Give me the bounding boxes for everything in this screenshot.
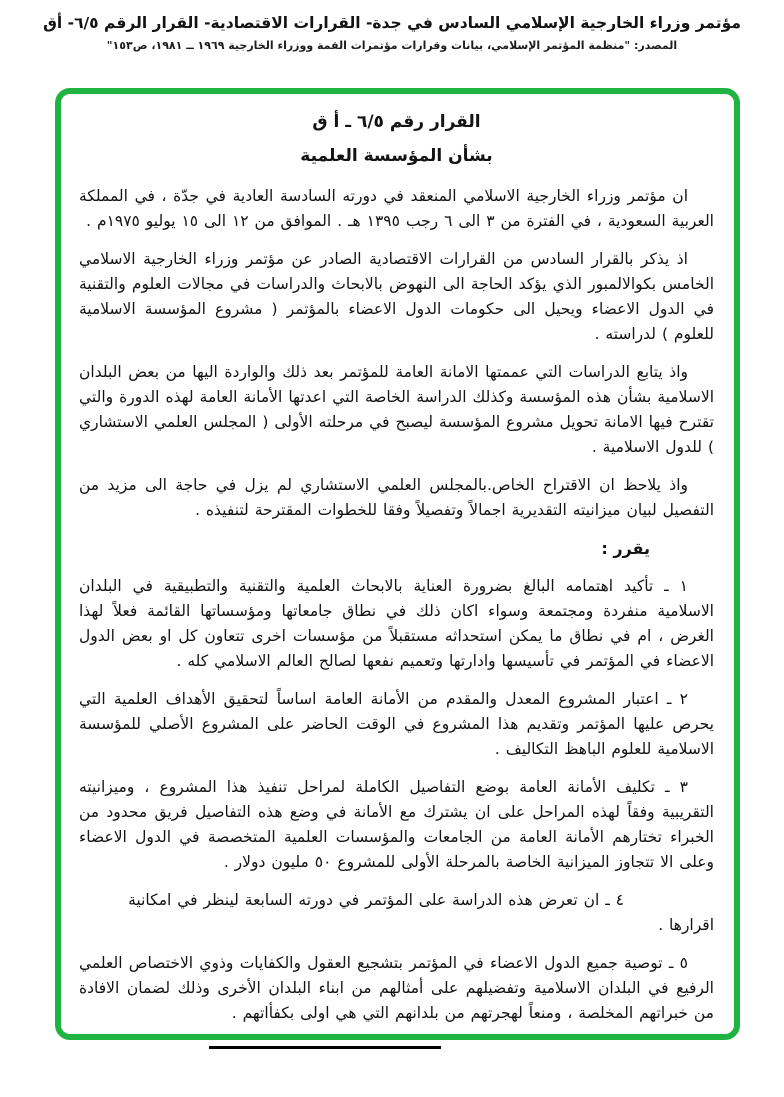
preamble-paragraph: واذ يتابع الدراسات التي عممتها الامانة العامة للمؤتمر بعد ذلك والواردة اليها من بعض البلدان الاسلامية بشأن هذه المؤسسة وكذلك الدراسة الخاصة التي اعدتها الأمانة العامة لهذه الدورة والتي تقترح فيها الامانة تحويل مشروع المؤسسة ليصبح في مرحلته الأولى ( المجلس العلمي الاستشاري ) للدول الاسلامية . xyxy=(79,363,714,456)
document-content xyxy=(61,94,734,1049)
preamble-paragraph: واذ يلاحظ ان الاقتراح الخاص.بالمجلس العلمي الاستشاري لم يزل في حاجة الى مزيد من التفصيل لبيان ميزانيته التقديرية اجمالاً وتفصيلاً وفقا للخطوات المقترحة لتنفيذه . xyxy=(79,476,714,519)
resolution-subject-title: بشأن المؤسسة العلمية xyxy=(300,146,493,166)
resolution-item-3: ٣ ـ تكليف الأمانة العامة بوضع التفاصيل الكاملة لمراحل تنفيذ هذا المشروع ، وميزانيته التقريبية وفقاً لهذه المراحل على ان يشترك مع الأمانة في وضع هذه التفاصيل فريق محدود من الخبراء تختارهم الأمانة العامة من الجامعات والمؤسسات العلمية المتخصصة في الدول الاعضاء وعلى الا تتجاوز الميزانية الخاصة بالمرحلة الأولى للمشروع ٥٠ مليون دولار . xyxy=(79,778,714,871)
preamble-paragraph: اذ يذكر بالقرار السادس من القرارات الاقتصادية الصادر عن مؤتمر وزراء الخارجية الاسلامي الخامس بكوالالمبور الذي يؤكد الحاجة الى النهوض بالابحاث والدراسات في مجالات العلوم والتقنية في الدول الاعضاء ويحيل الى حكومات الدول الاعضاء بالمؤتمر ( مشروع المؤسسة الاسلامية للعلوم ) لدراسته . xyxy=(79,250,714,343)
header-source-citation: المصدر: "منظمة المؤتمر الإسلامي، بيانات وقرارات مؤتمرات القمة ووزراء الخارجية ١٩٦٩ ــ ١٩٨١، ص١٥٣" xyxy=(106,39,678,52)
resolution-item-5: ٥ ـ توصية جميع الدول الاعضاء في المؤتمر بتشجيع العقول والكفايات وذوي الاختصاص العلمي الرفيع في البلدان الاسلامية وتفضيلهم على أمثالهم من ابناء البلدان الأخرى وذلك لضمان الافادة من خبراتهم المخلصة ، ومنعاً لهجرتهم من بلدانهم التي هي اولى بكفأاتهم . xyxy=(79,954,714,1022)
header-source-title: مؤتمر وزراء الخارجية الإسلامي السادس في جدة- القرارات الاقتصادية- القرار الرقم ٦/٥- أق xyxy=(43,14,741,32)
resolution-item-1: ١ ـ تأكيد اهتمامه البالغ بضرورة العناية بالابحاث العلمية والتقنية والتطبيقية في البلدان الاسلامية منفردة ومجتمعة وسواء اكان ذلك في نطاق جامعاتها ومؤسساتها القائمة فعلاً لهذا الغرض ، ام في نطاق ما يمكن استحداثه مستقبلاً من مؤسسات اخرى تتعاون كل او بعض الدول الاعضاء في المؤتمر في تأسيسها وادارتها وتعميم نفعها لصالح العالم الاسلامي كله . xyxy=(79,577,714,670)
resolution-item-2: ٢ ـ اعتبار المشروع المعدل والمقدم من الأمانة العامة اساساً لتحقيق الأهداف العلمية التي يحرص عليها المؤتمر وتقديم هذا المشروع في الوقت الحاضر على المشروع الأصلي للمؤسسة الاسلامية للعلوم الباهظ التكاليف . xyxy=(79,690,714,758)
decides-label: يقرر : xyxy=(601,539,650,558)
end-divider-rule xyxy=(209,1046,441,1049)
page-header xyxy=(0,0,784,52)
document-frame xyxy=(55,88,740,1040)
resolution-number-title: القرار رقم ٦/٥ ـ أ ق xyxy=(312,112,481,132)
resolution-item-4: ٤ ـ ان تعرض هذه الدراسة على المؤتمر في دورته السابعة لينظر في امكانية اقرارها . xyxy=(128,891,714,934)
preamble-paragraph: ان مؤتمر وزراء الخارجية الاسلامي المنعقد في دورته السادسة العادية في جدّة ، في المملكة العربية السعودية ، في الفترة من ٣ الى ٦ رجب ١٣٩٥ هـ . الموافق من ١٢ الى ١٥ يوليو ١٩٧٥م . xyxy=(79,187,714,230)
